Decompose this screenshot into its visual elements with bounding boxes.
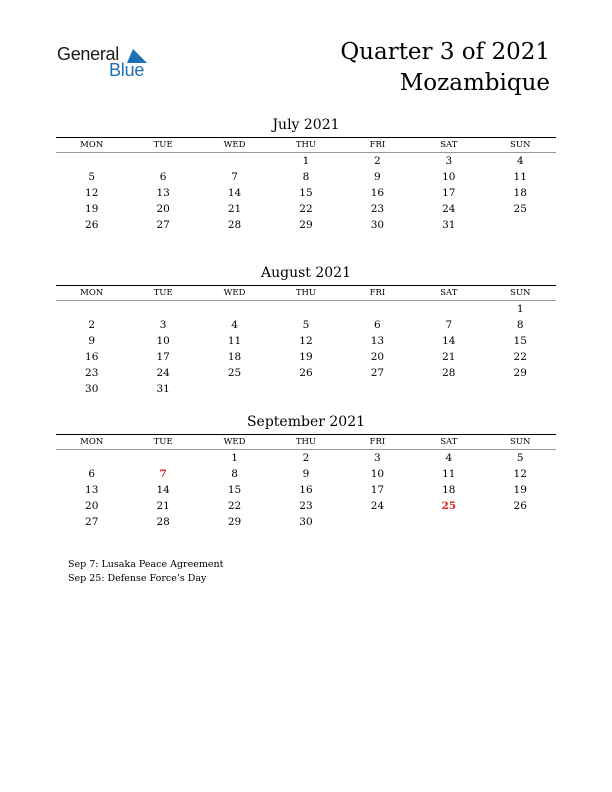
day-cell: 21	[442, 351, 456, 363]
logo-blue-text: Blue	[109, 60, 145, 80]
day-cell: 9	[302, 468, 310, 480]
holiday-note: Sep 7: Lusaka Peace Agreement	[68, 559, 224, 570]
month-title: July 2021	[272, 117, 340, 133]
holiday-day-cell: 7	[159, 468, 167, 480]
day-cell: 29	[299, 219, 313, 231]
day-cell: 22	[513, 351, 527, 363]
holiday-note: Sep 25: Defense Force’s Day	[68, 573, 207, 584]
day-cell	[485, 381, 556, 397]
day-cell: 28	[156, 516, 170, 528]
day-cell: 16	[85, 351, 99, 363]
day-cell: 10	[370, 468, 385, 480]
day-cell: 16	[370, 187, 385, 199]
weekday-header: TUE	[127, 138, 198, 153]
weekday-header: SAT	[413, 435, 484, 450]
day-cell: 8	[231, 468, 238, 480]
day-cell	[127, 450, 198, 466]
month-july	[56, 116, 556, 233]
day-cell: 12	[85, 187, 99, 199]
calendar-grid	[56, 138, 556, 233]
day-cell: 31	[156, 383, 170, 395]
month-title: August 2021	[261, 265, 351, 281]
month-september	[56, 413, 556, 530]
day-cell: 6	[159, 171, 167, 183]
day-cell: 30	[85, 383, 99, 395]
day-cell: 17	[370, 484, 385, 496]
day-cell: 4	[516, 155, 524, 167]
day-cell: 9	[88, 335, 96, 347]
day-cell	[342, 514, 413, 530]
day-cell: 13	[85, 484, 99, 496]
day-cell: 19	[299, 351, 313, 363]
day-cell: 15	[299, 187, 313, 199]
day-cell: 1	[516, 303, 524, 315]
day-cell: 23	[85, 367, 99, 379]
weekday-header: FRI	[342, 138, 413, 153]
day-cell: 4	[231, 319, 238, 331]
day-cell: 22	[227, 500, 242, 512]
day-cell: 29	[513, 367, 527, 379]
day-cell: 13	[156, 187, 170, 199]
day-cell: 5	[516, 452, 524, 464]
day-cell: 3	[374, 452, 381, 464]
day-cell: 18	[442, 484, 456, 496]
holiday-day-cell: 25	[441, 500, 457, 512]
page-title: Quarter 3 of 2021	[340, 39, 550, 65]
day-cell: 20	[370, 351, 385, 363]
day-cell: 3	[159, 319, 167, 331]
day-cell: 24	[442, 203, 456, 215]
weekday-header: THU	[270, 286, 341, 301]
day-cell: 14	[156, 484, 170, 496]
weekday-header: TUE	[127, 435, 198, 450]
day-cell: 30	[370, 219, 385, 231]
country-name: Mozambique	[399, 70, 550, 96]
weekday-header: THU	[270, 435, 341, 450]
day-cell: 26	[299, 367, 313, 379]
weekday-header: SUN	[485, 435, 556, 450]
day-cell: 19	[85, 203, 99, 215]
day-cell: 21	[227, 203, 242, 215]
day-cell: 27	[156, 219, 170, 231]
day-cell	[56, 153, 127, 169]
day-cell: 18	[513, 187, 527, 199]
day-cell: 16	[299, 484, 313, 496]
day-cell	[199, 301, 270, 317]
weekday-header: WED	[199, 286, 270, 301]
day-cell	[413, 301, 484, 317]
day-cell: 27	[85, 516, 99, 528]
day-cell: 15	[227, 484, 242, 496]
day-cell: 7	[445, 319, 453, 331]
weekday-header: THU	[270, 138, 341, 153]
day-cell: 7	[231, 171, 238, 183]
day-cell: 3	[445, 155, 453, 167]
day-cell: 12	[513, 468, 527, 480]
day-cell: 1	[302, 155, 310, 167]
day-cell: 6	[88, 468, 96, 480]
day-cell: 23	[370, 203, 385, 215]
day-cell	[199, 153, 270, 169]
day-cell: 28	[442, 367, 456, 379]
weekday-header: MON	[56, 286, 127, 301]
day-cell: 21	[156, 500, 170, 512]
day-cell: 2	[374, 155, 381, 167]
day-cell: 15	[513, 335, 527, 347]
day-cell: 26	[513, 500, 527, 512]
day-cell: 26	[85, 219, 99, 231]
day-cell: 11	[442, 468, 456, 480]
weekday-header: SUN	[485, 138, 556, 153]
day-cell	[199, 381, 270, 397]
day-cell: 9	[374, 171, 381, 183]
day-cell: 11	[513, 171, 527, 183]
day-cell: 29	[227, 516, 242, 528]
day-cell: 6	[374, 319, 381, 331]
day-cell: 13	[370, 335, 385, 347]
day-cell	[485, 514, 556, 530]
day-cell	[270, 381, 341, 397]
day-cell: 25	[513, 203, 527, 215]
month-title: September 2021	[246, 414, 366, 430]
weekday-header: FRI	[342, 435, 413, 450]
day-cell: 1	[231, 452, 238, 464]
day-cell: 4	[445, 452, 453, 464]
day-cell: 2	[302, 452, 310, 464]
month-august	[56, 264, 556, 397]
day-cell: 11	[227, 335, 242, 347]
day-cell: 22	[299, 203, 313, 215]
day-cell	[56, 301, 127, 317]
day-cell: 5	[88, 171, 96, 183]
day-cell	[342, 381, 413, 397]
day-cell: 30	[299, 516, 313, 528]
day-cell: 25	[227, 367, 242, 379]
day-cell: 10	[156, 335, 170, 347]
day-cell	[485, 217, 556, 233]
day-cell	[127, 153, 198, 169]
day-cell	[342, 301, 413, 317]
calendar-grid	[56, 435, 556, 530]
day-cell	[127, 301, 198, 317]
day-cell: 24	[370, 500, 385, 512]
weekday-header: WED	[199, 138, 270, 153]
day-cell: 20	[85, 500, 99, 512]
day-cell: 19	[513, 484, 527, 496]
weekday-header: SUN	[485, 286, 556, 301]
weekday-header: SAT	[413, 286, 484, 301]
day-cell: 18	[227, 351, 242, 363]
weekday-header: MON	[56, 138, 127, 153]
day-cell	[413, 514, 484, 530]
day-cell	[56, 450, 127, 466]
day-cell: 24	[156, 367, 170, 379]
logo	[57, 44, 157, 84]
calendar-grid	[56, 286, 556, 397]
holiday-notes	[68, 558, 223, 586]
day-cell: 8	[516, 319, 524, 331]
day-cell: 14	[227, 187, 242, 199]
weekday-header: SAT	[413, 138, 484, 153]
day-cell: 31	[442, 219, 456, 231]
day-cell: 10	[442, 171, 456, 183]
day-cell: 14	[442, 335, 456, 347]
weekday-header: FRI	[342, 286, 413, 301]
day-cell: 8	[302, 171, 310, 183]
weekday-header: TUE	[127, 286, 198, 301]
day-cell: 23	[299, 500, 313, 512]
day-cell	[270, 301, 341, 317]
day-cell: 12	[299, 335, 313, 347]
day-cell: 27	[370, 367, 385, 379]
day-cell: 17	[442, 187, 456, 199]
day-cell: 17	[156, 351, 170, 363]
weekday-header: WED	[199, 435, 270, 450]
day-cell: 2	[88, 319, 96, 331]
day-cell: 28	[227, 219, 242, 231]
day-cell	[413, 381, 484, 397]
weekday-header: MON	[56, 435, 127, 450]
logo-general-text: General	[57, 44, 119, 64]
day-cell: 5	[302, 319, 310, 331]
day-cell: 20	[156, 203, 170, 215]
